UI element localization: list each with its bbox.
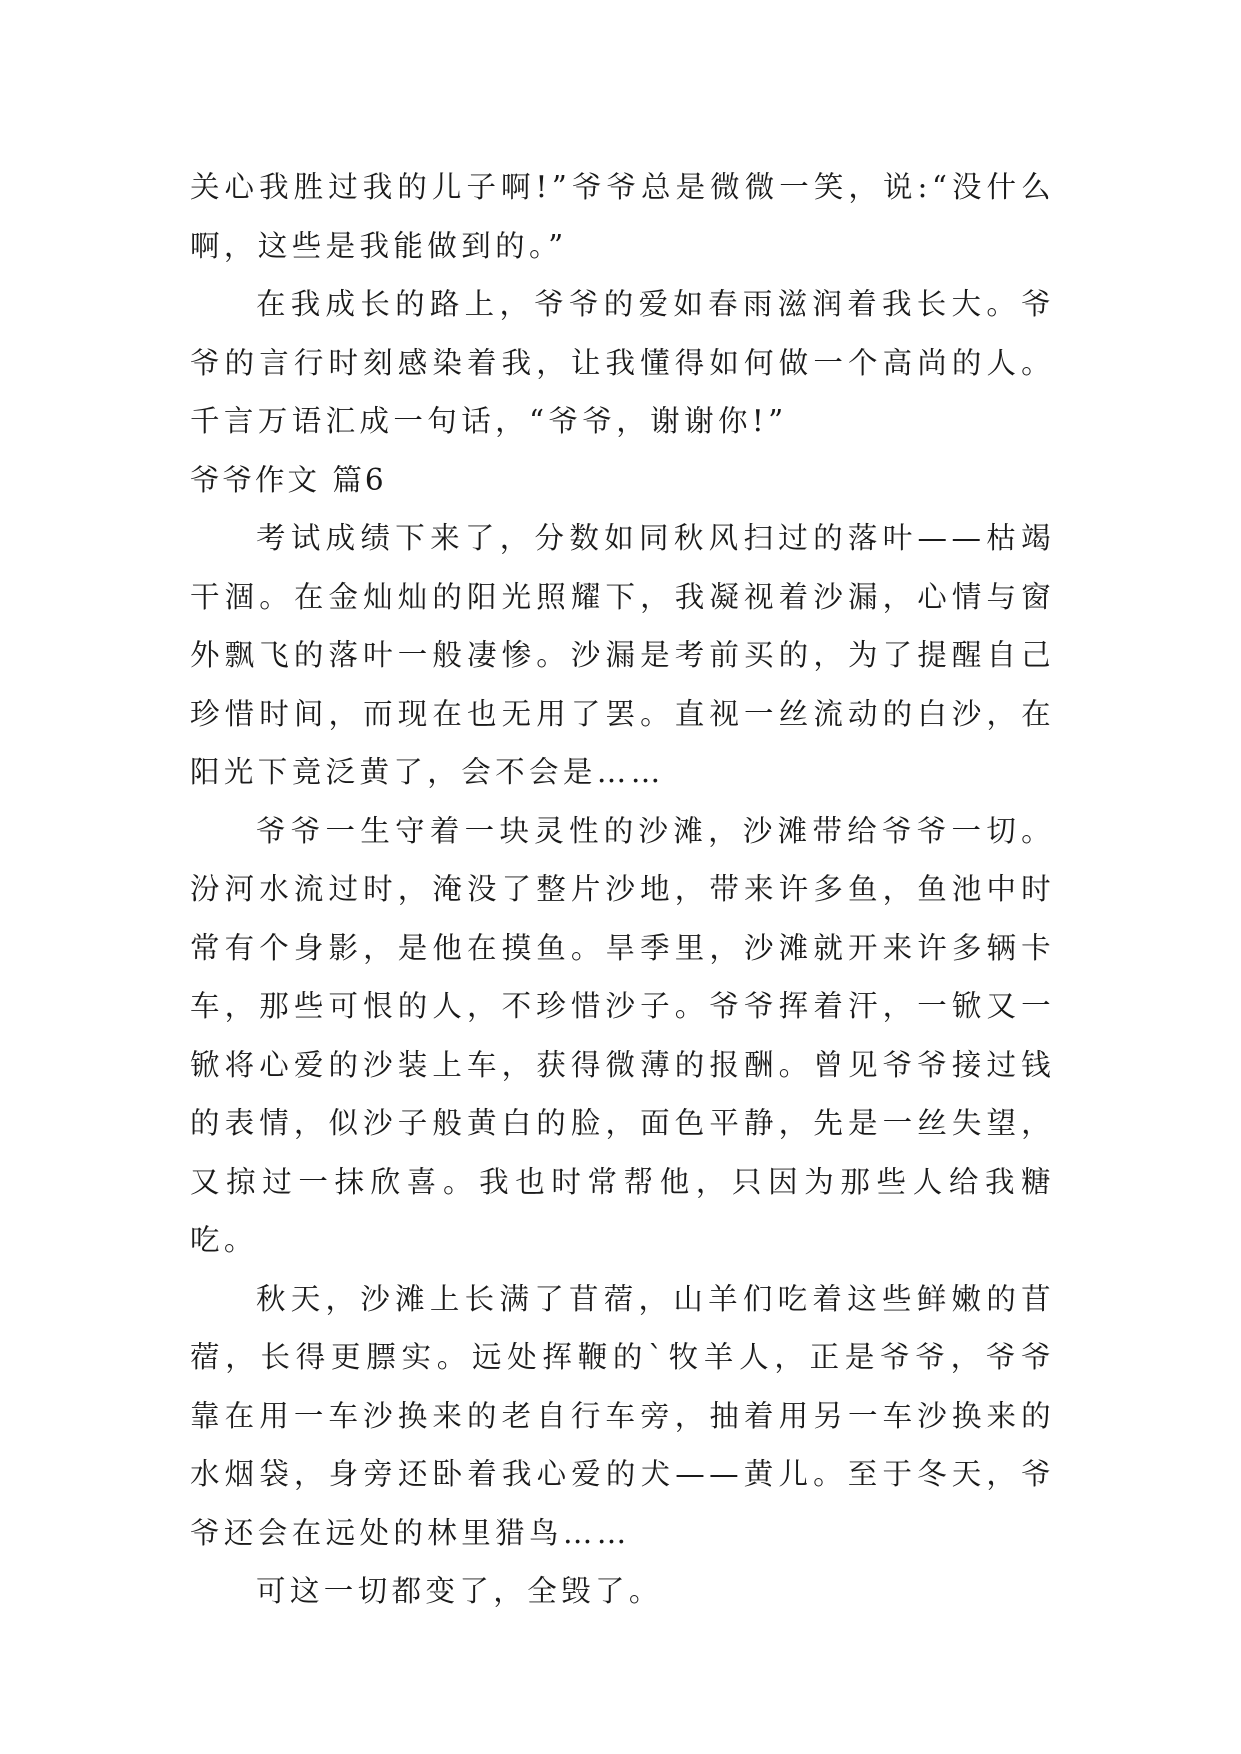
paragraph: 秋天，沙滩上长满了苜蓿，山羊们吃着这些鲜嫩的苜蓿，长得更膘实。远处挥鞭的`牧羊人，正是爷爷，爷爷靠在用一车沙换来的老自行车旁，抽着用另一车沙换来的水烟袋，身旁还卧着我心爱的犬——黄儿。至于冬天，爷爷还会在远处的林里猎鸟…… (190, 1281, 1055, 1550)
document-body (190, 158, 1055, 1621)
section-heading: 爷爷作文 篇6 (190, 462, 387, 497)
paragraph-continuation: 关心我胜过我的儿子啊!”爷爷总是微微一笑，说:“没什么啊，这些是我能做到的。” (190, 170, 1055, 263)
paragraph: 可这一切都变了，全毁了。 (256, 1574, 663, 1608)
paragraph: 爷爷一生守着一块灵性的沙滩，沙滩带给爷爷一切。汾河水流过时，淹没了整片沙地，带来许多鱼，鱼池中时常有个身影，是他在摸鱼。旱季里，沙滩就开来许多辆卡车，那些可恨的人，不珍惜沙子。爷爷挥着汗，一锨又一锨将心爱的沙装上车，获得微薄的报酬。曾见爷爷接过钱的表情，似沙子般黄白的脸，面色平静，先是一丝失望，又掠过一抹欣喜。我也时常帮他，只因为那些人给我糖吃。 (190, 813, 1055, 1257)
paragraph: 考试成绩下来了，分数如同秋风扫过的落叶——枯竭干涸。在金灿灿的阳光照耀下，我凝视着沙漏，心情与窗外飘飞的落叶一般凄惨。沙漏是考前买的，为了提醒自己珍惜时间，而现在也无用了罢。直视一丝流动的白沙，在阳光下竟泛黄了，会不会是…… (190, 521, 1055, 789)
paragraph: 在我成长的路上，爷爷的爱如春雨滋润着我长大。爷爷的言行时刻感染着我，让我懂得如何做一个高尚的人。千言万语汇成一句话，“爷爷，谢谢你!” (190, 287, 1055, 438)
